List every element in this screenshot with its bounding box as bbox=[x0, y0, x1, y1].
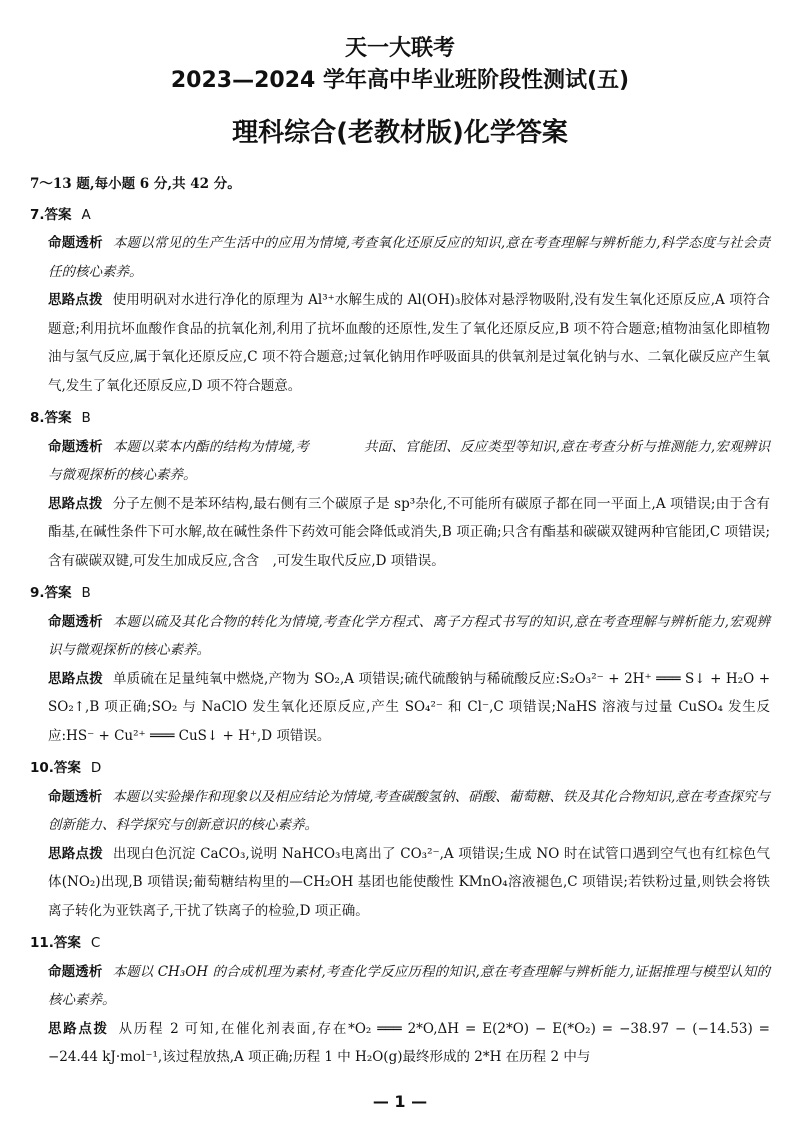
analysis-label: 命题透析 bbox=[48, 613, 103, 630]
hint-paragraph bbox=[48, 1015, 770, 1072]
question-number: 7. bbox=[30, 206, 45, 223]
analysis-text: 本题以实验操作和现象以及相应结论为情境,考查碳酸氢钠、硝酸、葡萄糖、铁及其化合物知识,意在考查探究与创新能力、科学探究与创新意识的核心素养。 bbox=[48, 788, 770, 833]
section-intro: 7～13 题,每小题 6 分,共 42 分。 bbox=[30, 176, 241, 192]
analysis-text: 本题以菜本内酯的结构为情境,考 共面、官能团、反应类型等知识,意在考查分析与推测能力,宏观辨识与微观探析的核心素养。 bbox=[48, 438, 771, 483]
hint-label: 思路点拨 bbox=[48, 495, 103, 512]
question-number: 10. bbox=[30, 760, 54, 776]
hint-text: 使用明矾对水进行净化的原理为 Al³⁺水解生成的 Al(OH)₃胶体对悬浮物吸附,没有发生氧化还原反应,A 项符合题意;利用抗坏血酸作食品的抗氧化剂,利用了抗坏血酸的还原性,发生了氧化还原反应,B 项不符合题意;植物油氢化即植物油与氢气反应,属于氧化还原反应,C 项不符合题意;过氧化钠用作呼吸面具的供氧剂是过氧化钠与水、二氧化碳反应产生氧气,发生了氧化还原反应,D 项不符合题意。 bbox=[48, 292, 771, 394]
answer-value: C bbox=[90, 935, 101, 951]
hint-text: 出现白色沉淀 CaCO₃,说明 NaHCO₃电离出了 CO₃²⁻,A 项错误;生成 NO 时在试管口遇到空气也有红棕色气体(NO₂)出现,B 项错误;葡萄糖结构里的—CH₂OH 基团也能使酸性 KMnO₄溶液褪色,C 项错误;若铁粉过量,则铁会将铁离子转化为亚铁离子,干扰了铁离子的检验,D 项正确。 bbox=[48, 845, 770, 919]
subject-title: 理科综合(老教材版)化学答案 bbox=[232, 118, 568, 148]
answer-value: D bbox=[90, 760, 102, 776]
hint-paragraph bbox=[48, 665, 770, 751]
analysis-label: 命题透析 bbox=[48, 438, 103, 455]
hint-label: 思路点拨 bbox=[48, 670, 103, 687]
answer-label: 答案 bbox=[44, 585, 72, 601]
question-number: 8. bbox=[30, 410, 45, 426]
answer-label: 答案 bbox=[44, 206, 72, 223]
title-block bbox=[0, 34, 800, 150]
hint-paragraph bbox=[48, 490, 770, 576]
analysis-paragraph bbox=[48, 958, 770, 1015]
question-11 bbox=[30, 929, 770, 1072]
hint-paragraph bbox=[48, 840, 770, 926]
question-number: 9. bbox=[30, 585, 45, 601]
hint-text: 单质硫在足量纯氧中燃烧,产物为 SO₂,A 项错误;硫代硫酸钠与稀硫酸反应:S₂O₃²⁻ + 2H⁺ ═══ S↓ + H₂O + SO₂↑,B 项正确;SO₂ 与 NaClO 发生氧化还原反应,产生 SO₄²⁻ 和 Cl⁻,C 项错误;NaHS 溶液与过量 CuSO₄ 发生反应:HS⁻ + Cu²⁺ ═══ CuS↓ + H⁺,D 项错误。 bbox=[48, 670, 771, 744]
answer-value: B bbox=[81, 410, 91, 426]
hint-label: 思路点拨 bbox=[48, 1020, 109, 1037]
analysis-text: 本题以 CH₃OH 的合成机理为素材,考查化学反应历程的知识,意在考查理解与辨析能力,证据推理与模型认知的核心素养。 bbox=[48, 963, 771, 1008]
answer-line bbox=[30, 579, 770, 608]
answer-line bbox=[30, 404, 770, 433]
analysis-text: 本题以常见的生产生活中的应用为情境,考查氧化还原反应的知识,意在考查理解与辨析能力,科学态度与社会责任的核心素养。 bbox=[48, 235, 771, 280]
answer-line bbox=[30, 929, 770, 958]
answer-line bbox=[30, 754, 770, 783]
analysis-paragraph bbox=[48, 229, 770, 286]
analysis-label: 命题透析 bbox=[48, 963, 103, 980]
question-number: 11. bbox=[30, 935, 54, 951]
answer-label: 答案 bbox=[53, 760, 81, 776]
answer-label: 答案 bbox=[53, 935, 81, 951]
question-8 bbox=[30, 404, 770, 575]
hint-paragraph bbox=[48, 286, 770, 400]
hint-text: 从历程 2 可知,在催化剂表面,存在*O₂ ═══ 2*O,ΔH = E(2*O) − E(*O₂) = −38.97 − (−14.53) = −24.44 kJ·mol⁻¹,该过程放热,A 项正确;历程 1 中 H₂O(g)最终形成的 2*H 在历程 2 中与 bbox=[48, 1020, 770, 1065]
question-10 bbox=[30, 754, 770, 925]
hint-label: 思路点拨 bbox=[48, 292, 103, 308]
hint-label: 思路点拨 bbox=[48, 845, 104, 862]
answer-value: A bbox=[81, 206, 91, 223]
analysis-paragraph bbox=[48, 608, 770, 665]
page-number: — 1 — bbox=[372, 1092, 428, 1111]
answer-line bbox=[30, 201, 770, 230]
hint-text: 分子左侧不是苯环结构,最右侧有三个碳原子是 sp³杂化,不可能所有碳原子都在同一平面上,A 项错误;由于含有酯基,在碱性条件下可水解,故在碱性条件下药效可能会降低或消失,B 项正确;只含有酯基和碳碳双键两种官能团,C 项错误;含有碳碳双键,可发生加成反应,含含 ,可发生取代反应,D 项错误。 bbox=[48, 495, 771, 569]
answer-value: B bbox=[81, 585, 91, 601]
exam-org-title: 天一大联考 bbox=[344, 36, 455, 61]
analysis-label: 命题透析 bbox=[48, 788, 103, 805]
question-9 bbox=[30, 579, 770, 750]
question-7 bbox=[30, 201, 770, 401]
exam-year-title: 2023—2024 学年高中毕业班阶段性测试(五) bbox=[170, 68, 630, 93]
answer-label: 答案 bbox=[44, 410, 72, 426]
analysis-paragraph bbox=[48, 433, 770, 490]
analysis-label: 命题透析 bbox=[48, 235, 103, 251]
analysis-text: 本题以硫及其化合物的转化为情境,考查化学方程式、离子方程式书写的知识,意在考查理解与辨析能力,宏观辨识与微观探析的核心素养。 bbox=[48, 613, 771, 658]
analysis-paragraph bbox=[48, 783, 770, 840]
answer-content bbox=[30, 170, 770, 1076]
